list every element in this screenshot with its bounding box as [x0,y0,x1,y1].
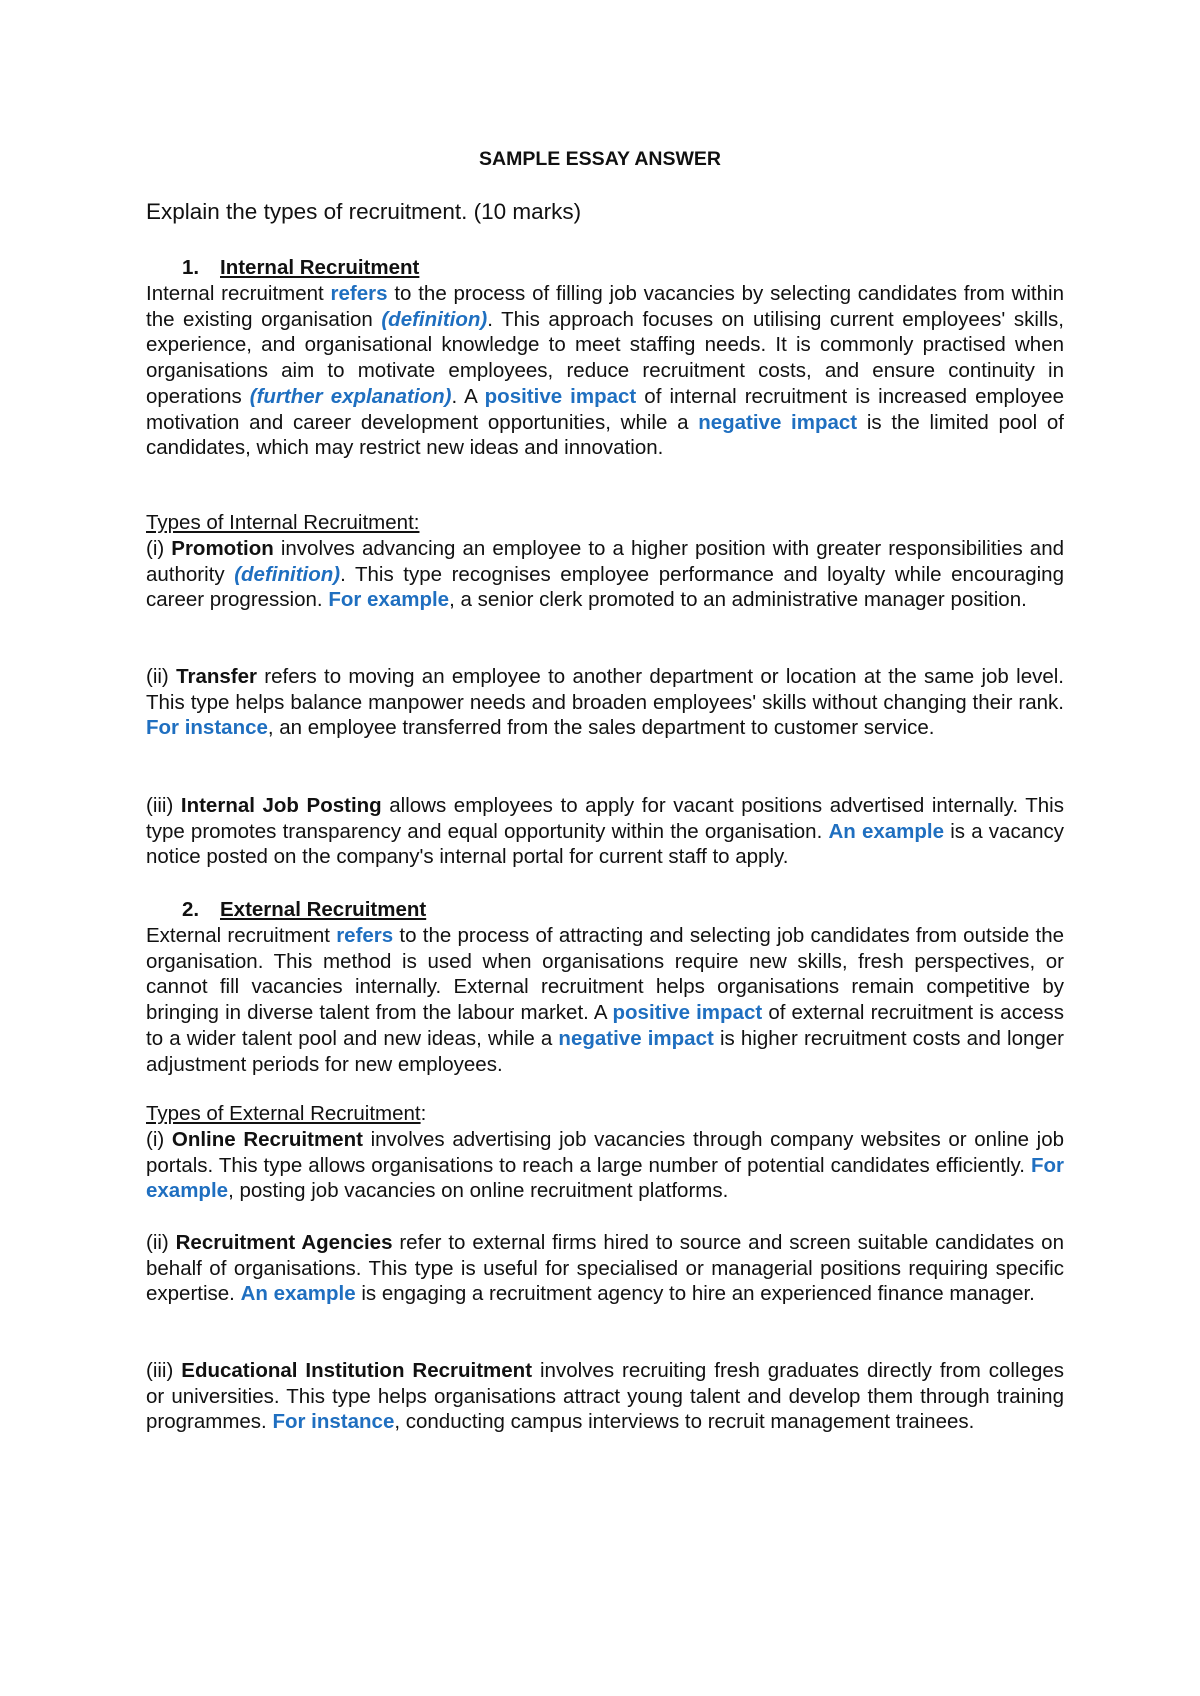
section-number: 2. [182,898,200,921]
text-run: , posting job vacancies on online recruitment platforms. [228,1179,729,1203]
list-item-educational-institution-recruitment [146,1358,1064,1435]
text-run: is higher recruitment costs and longer adjustment periods for new employees. [146,1026,1064,1076]
keyword-highlight: refers [330,282,388,305]
keyword-highlight: For example [146,1153,1064,1203]
external-recruitment-paragraph [146,923,1064,1077]
section-title: External Recruitment [220,898,427,921]
keyword-highlight: positive impact [484,384,637,408]
item-name: Educational Institution Recruitment [181,1359,533,1382]
item-name: Internal Job Posting [180,794,382,817]
text-run: refer to external firms hired to source and screen suitable candidates on behalf of organisations. This type is useful for specialised or managerial positions requiring specific expertise. [146,1231,1064,1306]
annotation-highlight: (definition) [381,307,488,331]
section-heading-internal [182,255,419,281]
keyword-highlight: For instance [272,1410,395,1434]
essay-question: Explain the types of recruitment. (10 marks) [146,199,582,224]
types-label-text: Types of Internal Recruitment: [146,511,420,534]
text-run: refers to moving an employee to another department or location at the same job level. This type helps balance manpower needs and broaden employees' skills without changing their rank. [146,665,1064,714]
text-run: . This approach focuses on utilising current employees' skills, experience, and organisational knowledge to meet staffing needs. It is commonly practised when organisations aim to motivate employees, reduce recruitment costs, and ensure continuity in operations [146,307,1064,408]
text-run: is the limited pool of candidates, which may restrict new ideas and innovation. [146,410,1065,460]
text-run: is engaging a recruitment agency to hire an experienced finance manager. [355,1282,1035,1306]
item-number: (i) [146,1128,172,1151]
text-run: to the process of filling job vacancies by selecting candidates from within the existing organisation [146,282,1064,331]
text-run: of external recruitment is access to a wider talent pool and new ideas, while a [146,1001,1064,1050]
item-number: (i) [146,537,172,560]
keyword-highlight: positive impact [612,1001,763,1025]
list-item-promotion [146,536,1064,613]
text-run: allows employees to apply for vacant positions advertised internally. This type promotes transparency and equal opportunity within the organisation. [146,794,1064,843]
item-name: Online Recruitment [171,1128,363,1151]
keyword-highlight: negative impact [558,1026,714,1050]
text-run: of internal recruitment is increased employee motivation and career development opportunities, while a [146,384,1064,434]
keyword-highlight: negative impact [698,410,858,434]
list-item-online-recruitment [146,1127,1064,1204]
text-run: , conducting campus interviews to recruit management trainees. [394,1410,975,1434]
text-run: involves recruiting fresh graduates directly from colleges or universities. This type helps organisations attract young talent and develop them through training programmes. [146,1359,1064,1434]
types-label-text: Types of External Recruitment [146,1102,421,1125]
keyword-highlight: An example [828,819,945,843]
keyword-highlight: An example [240,1282,356,1306]
item-number: (iii) [146,794,181,817]
keyword-highlight: For example [328,588,450,612]
page-title: SAMPLE ESSAY ANSWER [479,148,721,170]
annotation-highlight: (further explanation) [249,384,452,408]
section-title: Internal Recruitment [220,256,420,279]
types-internal-label [146,510,1064,536]
section-heading-external [182,897,426,923]
text-run: . A [451,384,485,408]
text-run: to the process of attracting and selecting job candidates from outside the organisation. This method is used when organisations require new skills, fresh perspectives, or cannot fill vacancies internally. External recruitment helps organisations remain competitive by bringing in diverse talent from the labour market. A [146,924,1064,1025]
list-item-transfer [146,664,1064,741]
item-number: (ii) [146,665,177,688]
keyword-highlight: For instance [146,716,268,740]
text-run: External recruitment [146,924,337,947]
item-name: Transfer [176,665,257,688]
item-number: (iii) [146,1359,182,1382]
text-run: involves advertising job vacancies through company websites or online job portals. This type allows organisations to reach a large number of potential candidates efficiently. [146,1128,1065,1177]
list-item-recruitment-agencies [146,1230,1064,1307]
text-run: , a senior clerk promoted to an administrative manager position. [449,588,1027,612]
text-run: is a vacancy notice posted on the company's internal portal for current staff to apply. [146,819,1064,869]
keyword-highlight: refers [336,924,394,947]
item-name: Promotion [171,537,274,560]
text-run: , an employee transferred from the sales department to customer service. [267,716,935,740]
internal-recruitment-paragraph [146,281,1064,461]
section-number: 1. [182,256,200,279]
item-number: (ii) [146,1231,176,1254]
text-run: Internal recruitment [146,282,331,305]
types-label-colon: : [420,1102,427,1125]
text-run: involves advancing an employee to a higher position with greater responsibilities and authority [146,537,1065,586]
annotation-highlight: (definition) [234,562,341,586]
list-item-internal-job-posting [146,793,1064,870]
text-run: . This type recognises employee performance and loyalty while encouraging career progression. [146,562,1064,612]
types-external-label [146,1101,1064,1127]
item-name: Recruitment Agencies [175,1231,393,1254]
